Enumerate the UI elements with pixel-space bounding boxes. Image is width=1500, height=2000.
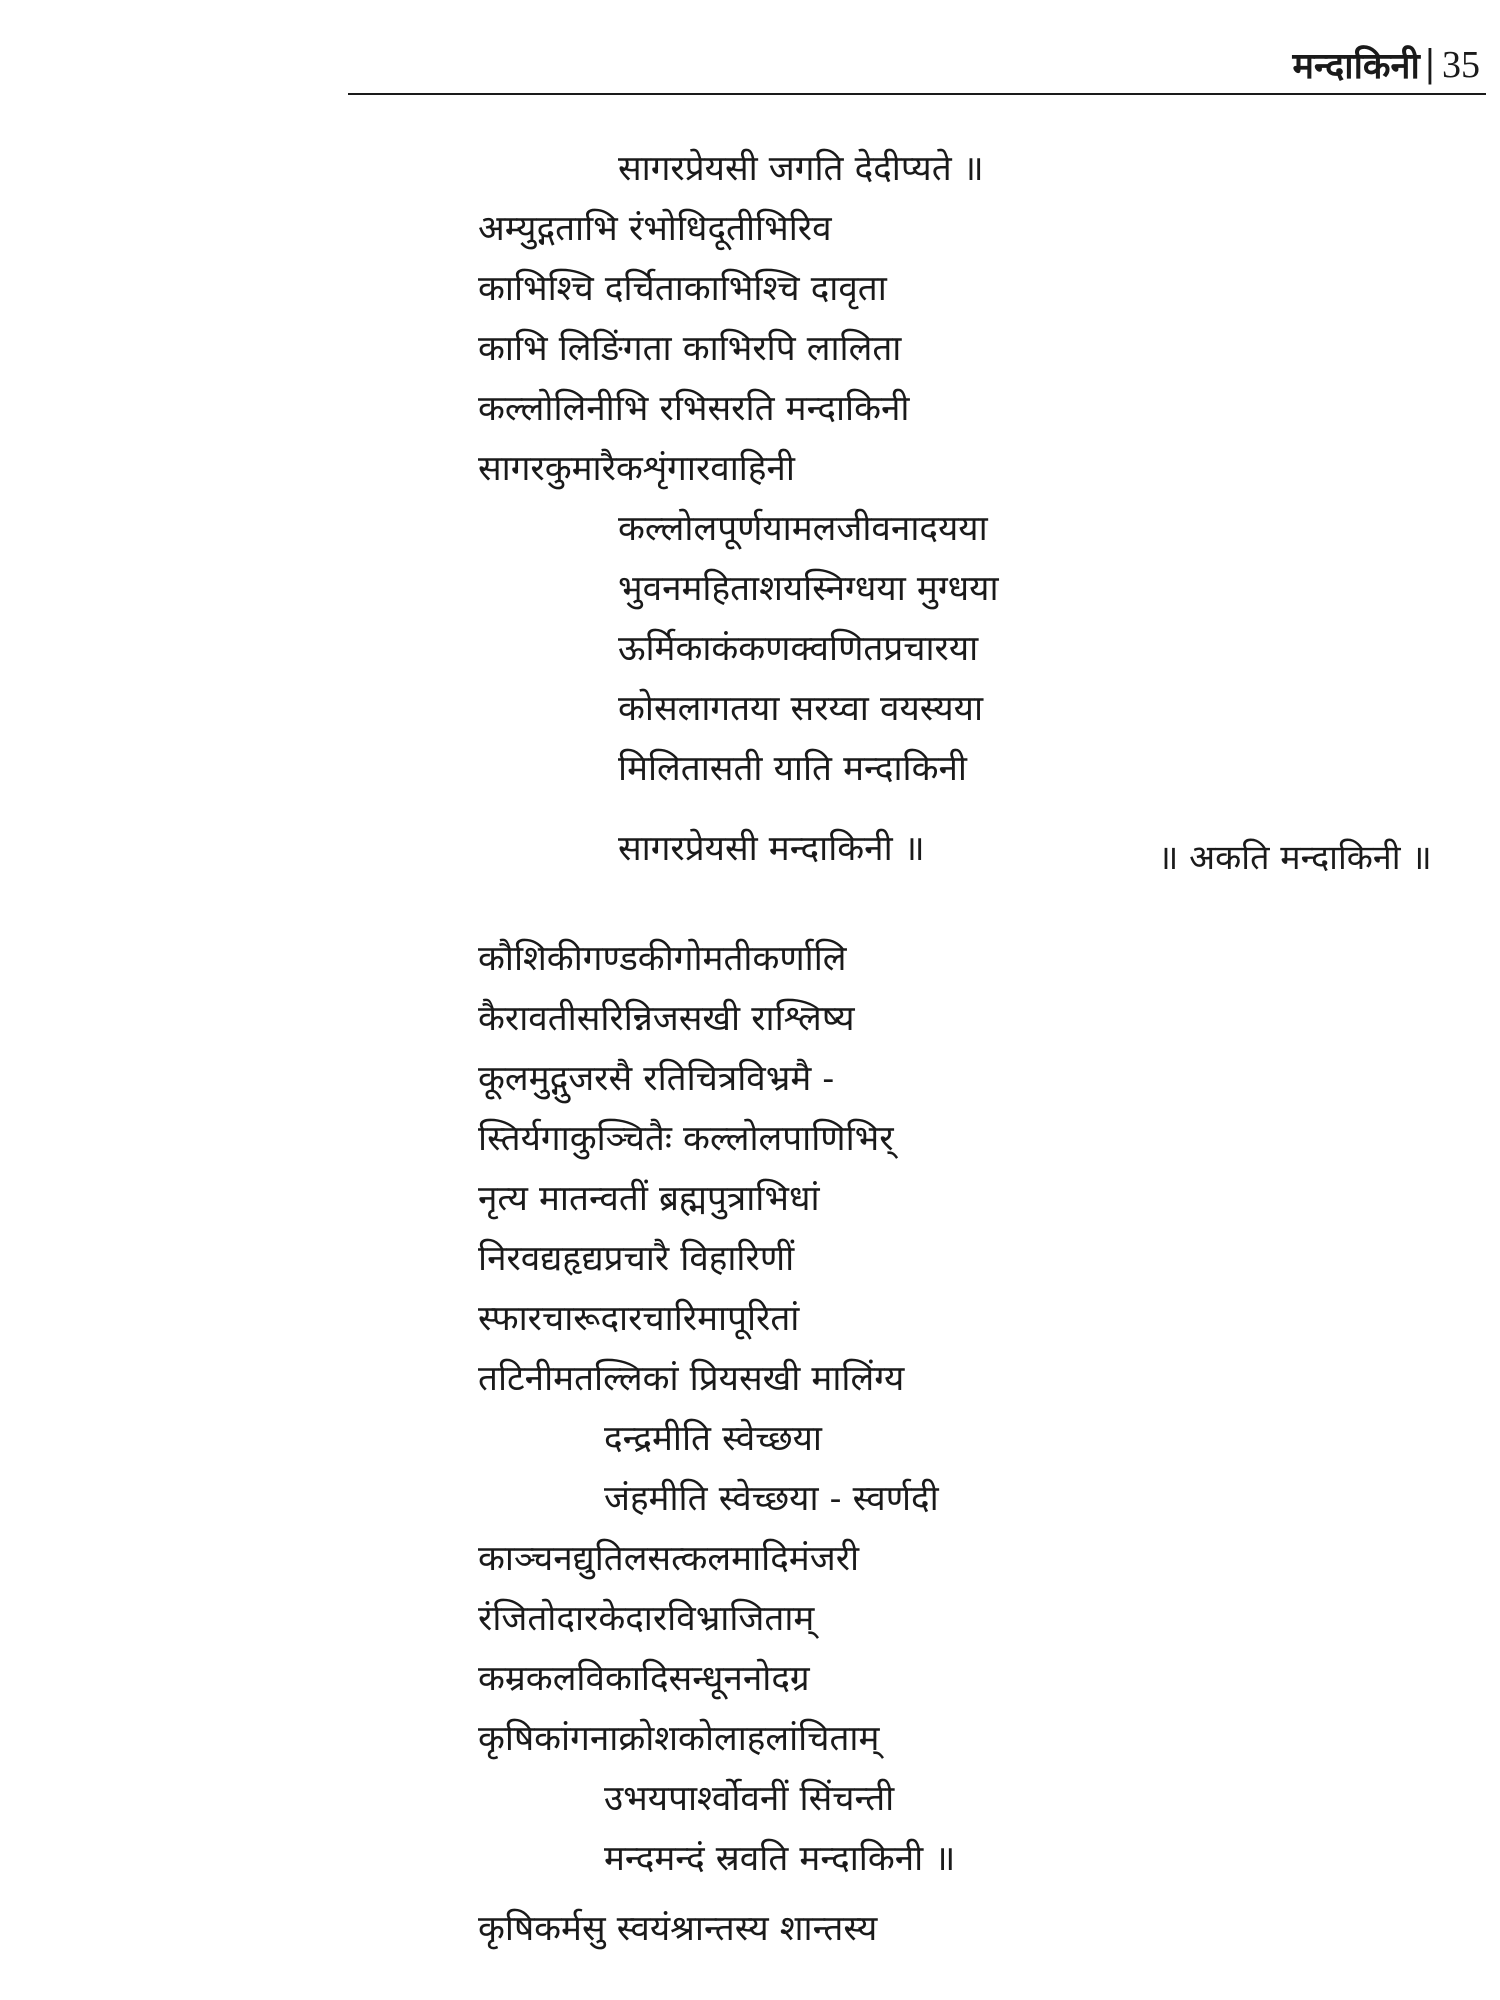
verse-line: काभिश्चि दर्चिताकाभिश्चि दावृता	[478, 269, 887, 309]
verse-line: दन्द्रमीति स्वेच्छया	[604, 1419, 822, 1459]
verse-line: कल्लोलपूर्णयामलजीवनादयया	[618, 509, 988, 549]
running-header	[1292, 40, 1480, 89]
refrain-note: ॥ अकति मन्दाकिनी ॥	[1158, 838, 1432, 878]
verse-line: काञ्चनद्युतिलसत्कलमादिमंजरी	[478, 1539, 860, 1579]
page-number: 35	[1442, 43, 1480, 86]
verse-line: अम्युद्गताभि रंभोधिदूतीभिरिव	[478, 209, 832, 249]
header-title: मन्दाकिनी	[1292, 45, 1420, 87]
verse-line: काभि लिङिंगता काभिरपि लालिता	[478, 329, 902, 369]
verse-line: तटिनीमतल्लिकां प्रियसखी मालिंग्य	[478, 1359, 905, 1399]
verse-line: रंजितोदारकेदारविभ्राजिताम्	[478, 1599, 815, 1639]
verse-line: स्फारचारूदारचारिमापूरितां	[478, 1299, 800, 1339]
verse-line: कल्लोलिनीभि रभिसरति मन्दाकिनी	[478, 389, 910, 429]
verse-line: कृषिकर्मसु स्वयंश्रान्तस्य शान्तस्य	[478, 1909, 878, 1949]
verse-line: उभयपार्श्वोवनीं सिंचन्ती	[604, 1779, 895, 1819]
verse-line: कोसलागतया सरय्वा वयस्यया	[618, 689, 984, 729]
header-separator: |	[1423, 44, 1436, 85]
verse-line: मिलितासती याति मन्दाकिनी	[618, 749, 967, 789]
verse-line: नृत्य मातन्वतीं ब्रह्मपुत्राभिधां	[478, 1179, 820, 1219]
header-rule	[348, 93, 1486, 95]
verse-line: सागरकुमारैकशृंगारवाहिनी	[478, 449, 795, 489]
verse-line: कृषिकांगनाक्रोशकोलाहलांचिताम्	[478, 1719, 880, 1759]
verse-line: कम्रकलविकादिसन्धूननोदग्र	[478, 1659, 810, 1699]
verse-line: कौशिकीगण्डकीगोमतीकर्णालि	[478, 939, 847, 979]
verse-line: कूलमुद्गुजरसै रतिचित्रविभ्रमै -	[478, 1059, 835, 1099]
verse-line: मन्दमन्दं स्रवति मन्दाकिनी ॥	[604, 1839, 956, 1879]
verse-line: ऊर्मिकाकंकणक्वणितप्रचारया	[618, 629, 979, 669]
verse-line: भुवनमहिताशयस्निग्धया मुग्धया	[618, 569, 999, 609]
verse-line: सागरप्रेयसी मन्दाकिनी ॥	[618, 829, 925, 869]
verse-line: निरवद्यहृद्यप्रचारै विहारिणीं	[478, 1239, 795, 1279]
verse-line: सागरप्रेयसी जगति देदीप्यते ॥	[618, 149, 984, 189]
verse-line: स्तिर्यगाकुञ्चितैः कल्लोलपाणिभिर्	[478, 1119, 894, 1159]
verse-line: जंहमीति स्वेच्छया - स्वर्णदी	[604, 1479, 939, 1519]
verse-line: कैरावतीसरिन्निजसखी राश्लिष्य	[478, 999, 855, 1039]
